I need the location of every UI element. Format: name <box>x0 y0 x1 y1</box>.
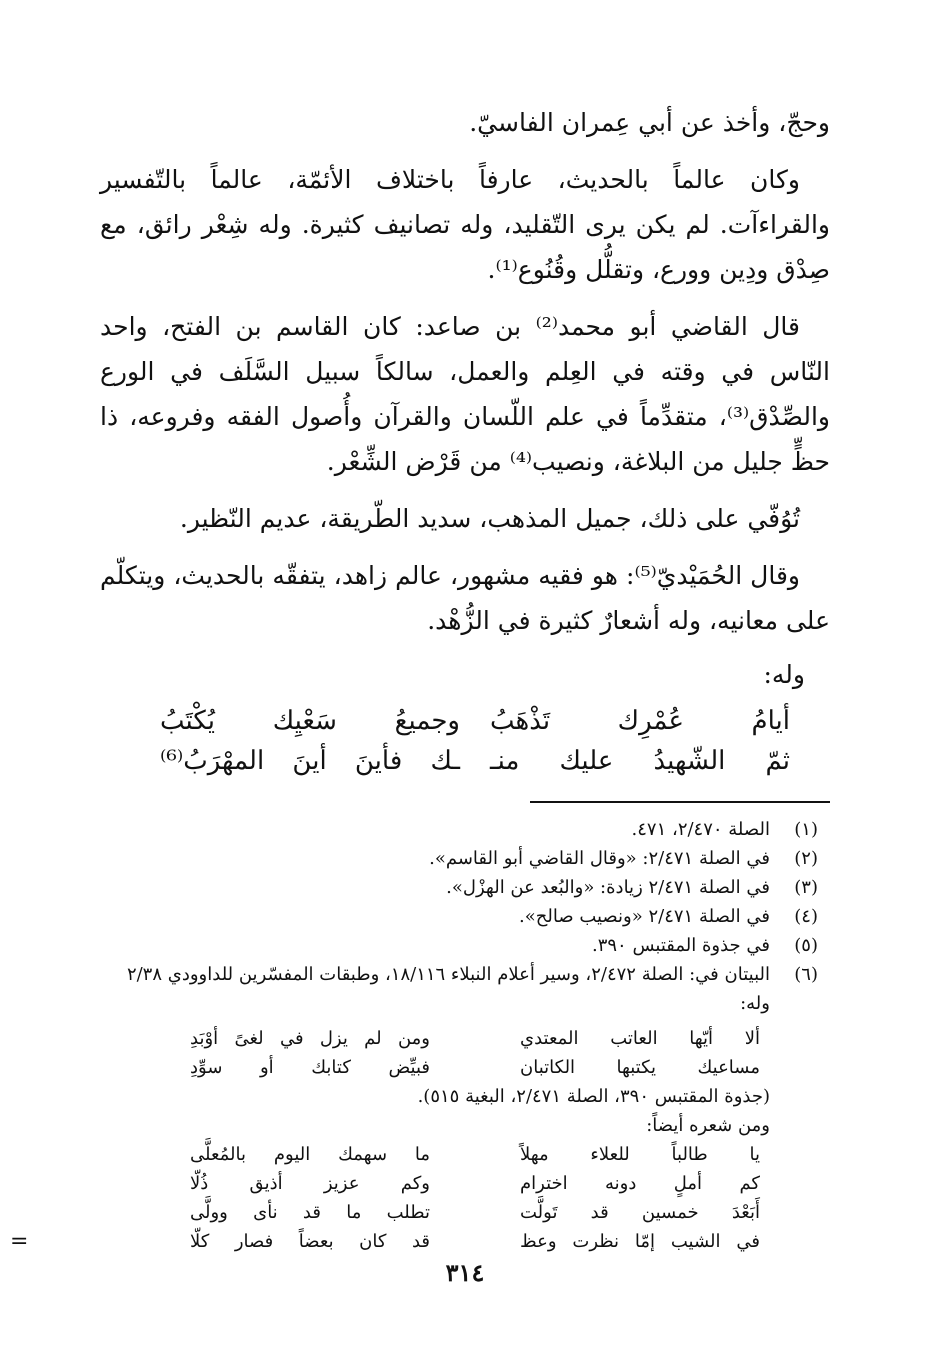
verse-line <box>100 701 830 741</box>
footnote <box>100 960 830 1018</box>
footnote <box>100 844 830 873</box>
footnote-verse-line <box>100 1053 830 1082</box>
footnote <box>100 931 830 960</box>
footnote-verse-line <box>100 1140 830 1169</box>
footnote-text: في الصلة ٢/٤٧١: «وقال القاضي أبو القاسم». <box>429 848 770 869</box>
verse-first-hemistich: ألا أيّها العاتب المعتدي <box>520 1028 760 1049</box>
verse-second-hemistich: تطلب ما قد نأى وولَّى <box>190 1202 430 1223</box>
paragraph-3: قال القاضي أبو محمد⁽²⁾ بن صاعد: كان القاسم بن الفتح، واحد النّاس في وقته في العِلم والعمل، سالكاً سبيل السَّلَف في الورع والصِّدْق⁽³⁾، متقدِّماً في علم اللّسان والقرآن وأُصول الفقه وفروعه، ذا حظٍّ جليل من البلاغة، ونصيب⁽⁴⁾ من قَرْض الشِّعْر. <box>100 312 830 476</box>
verse-intro: وله: <box>763 660 805 689</box>
verse-second-hemistich: ما سهمك اليوم بالمُعلَّى <box>190 1144 430 1165</box>
footnote-text: في الصلة ٢/٤٧١ زيادة: «والبُعد عن الهزْل». <box>446 877 770 898</box>
verse-first-hemistich: كم أملٍ دونه اخترام <box>520 1173 760 1194</box>
footnote-verse-line <box>100 1198 830 1227</box>
verse-first-hemistich: في الشيب إمّا نظرت وعظ <box>520 1231 760 1252</box>
footnote-verse-line <box>100 1024 830 1053</box>
verse-second-hemistich: ـك فأينَ أينَ المهْرَبُ⁽⁶⁾ <box>160 746 460 776</box>
verse-line <box>100 741 830 781</box>
footnote-number: (١) <box>794 819 818 840</box>
footnote-text: في الصلة ٢/٤٧١ «ونصيب صالح». <box>519 906 770 927</box>
footnote <box>100 815 830 844</box>
verse-first-hemistich: مساعيك يكتبها الكاتبان <box>520 1057 760 1078</box>
footnote-text: البيتان في: الصلة ٢/٤٧٢، وسير أعلام النبلاء ١٨/١١٦، وطبقات المفسّرين للداوودي ٢/٣٨ وله: <box>126 964 770 1014</box>
footnote-verse-line <box>100 1169 830 1198</box>
paragraph-1: وحجّ، وأخذ عن أبي عِمران الفاسيّ. <box>469 108 830 137</box>
verse-first-hemistich: أَبَعْدَ خمسين قد تَولَّت <box>520 1202 760 1223</box>
page <box>10 100 830 1320</box>
footnote <box>100 902 830 931</box>
verse-second-hemistich: قد كان بعضاً فصار كلّا <box>190 1231 430 1252</box>
footnote-number: (٥) <box>794 935 818 956</box>
paragraph-2: وكان عالماً بالحديث، عارفاً باختلاف الأئمّة، عالماً بالتّفسير والقراءآت. لم يكن يرى التّقليد، وله تصانيف كثيرة. وله شِعْر رائق، مع صِدْق ودِين وورع، وتقلُّل وقُنُوع⁽¹⁾. <box>100 165 830 284</box>
footnote-number: (٢) <box>794 848 818 869</box>
paragraph-4: تُوُفّي على ذلك، جميل المذهب، سديد الطّريقة، عديم النّظير. <box>179 504 800 533</box>
footnote-number: (٣) <box>794 877 818 898</box>
verse-second-hemistich: فبيِّض كتابك أو سوِّدِ <box>190 1057 430 1078</box>
paragraph-5: وقال الحُمَيْديّ⁽⁵⁾: هو فقيه مشهور، عالم زاهد، يتفقّه بالحديث، ويتكلّم على معانيه، وله أشعارٌ كثيرة في الزُّهْد. <box>100 561 830 635</box>
verse-first-hemistich: ثمّ الشّهيدُ عليك منـ <box>490 746 790 776</box>
footnote-text: الصلة ٢/٤٧٠، ٤٧١. <box>631 819 770 840</box>
page-number: ٣١٤ <box>445 1258 485 1287</box>
footnote-number: (٦) <box>794 964 818 985</box>
footnote <box>100 873 830 902</box>
footnote-number: (٤) <box>794 906 818 927</box>
verse-first-hemistich: يا طالباً للعلاء مهلاً <box>520 1144 760 1165</box>
verse-second-hemistich: وجميعُ سَعْيِك يُكْتَبُ <box>160 706 460 736</box>
verse-first-hemistich: أيامُ عُمْرِك تَذْهَبُ <box>490 706 790 736</box>
continuation-mark: = <box>10 1229 29 1254</box>
verse-second-hemistich: ومن لم يزل في لغىً أوْبَدِ <box>190 1028 430 1049</box>
verse-second-hemistich: وكم عزيز أذيق ذُلّا <box>190 1173 430 1194</box>
footnote-separator <box>530 801 830 803</box>
footnote-verse-line <box>10 1227 830 1256</box>
footnote-source: (جذوة المقتبس ٣٩٠، الصلة ٢/٤٧١، البغية ٥١٥). <box>417 1086 770 1107</box>
footnotes <box>10 815 830 1256</box>
footnote-text: في جذوة المقتبس ٣٩٠. <box>591 935 770 956</box>
footnote-intro: ومن شعره أيضاً: <box>646 1115 770 1136</box>
poem <box>100 701 830 781</box>
